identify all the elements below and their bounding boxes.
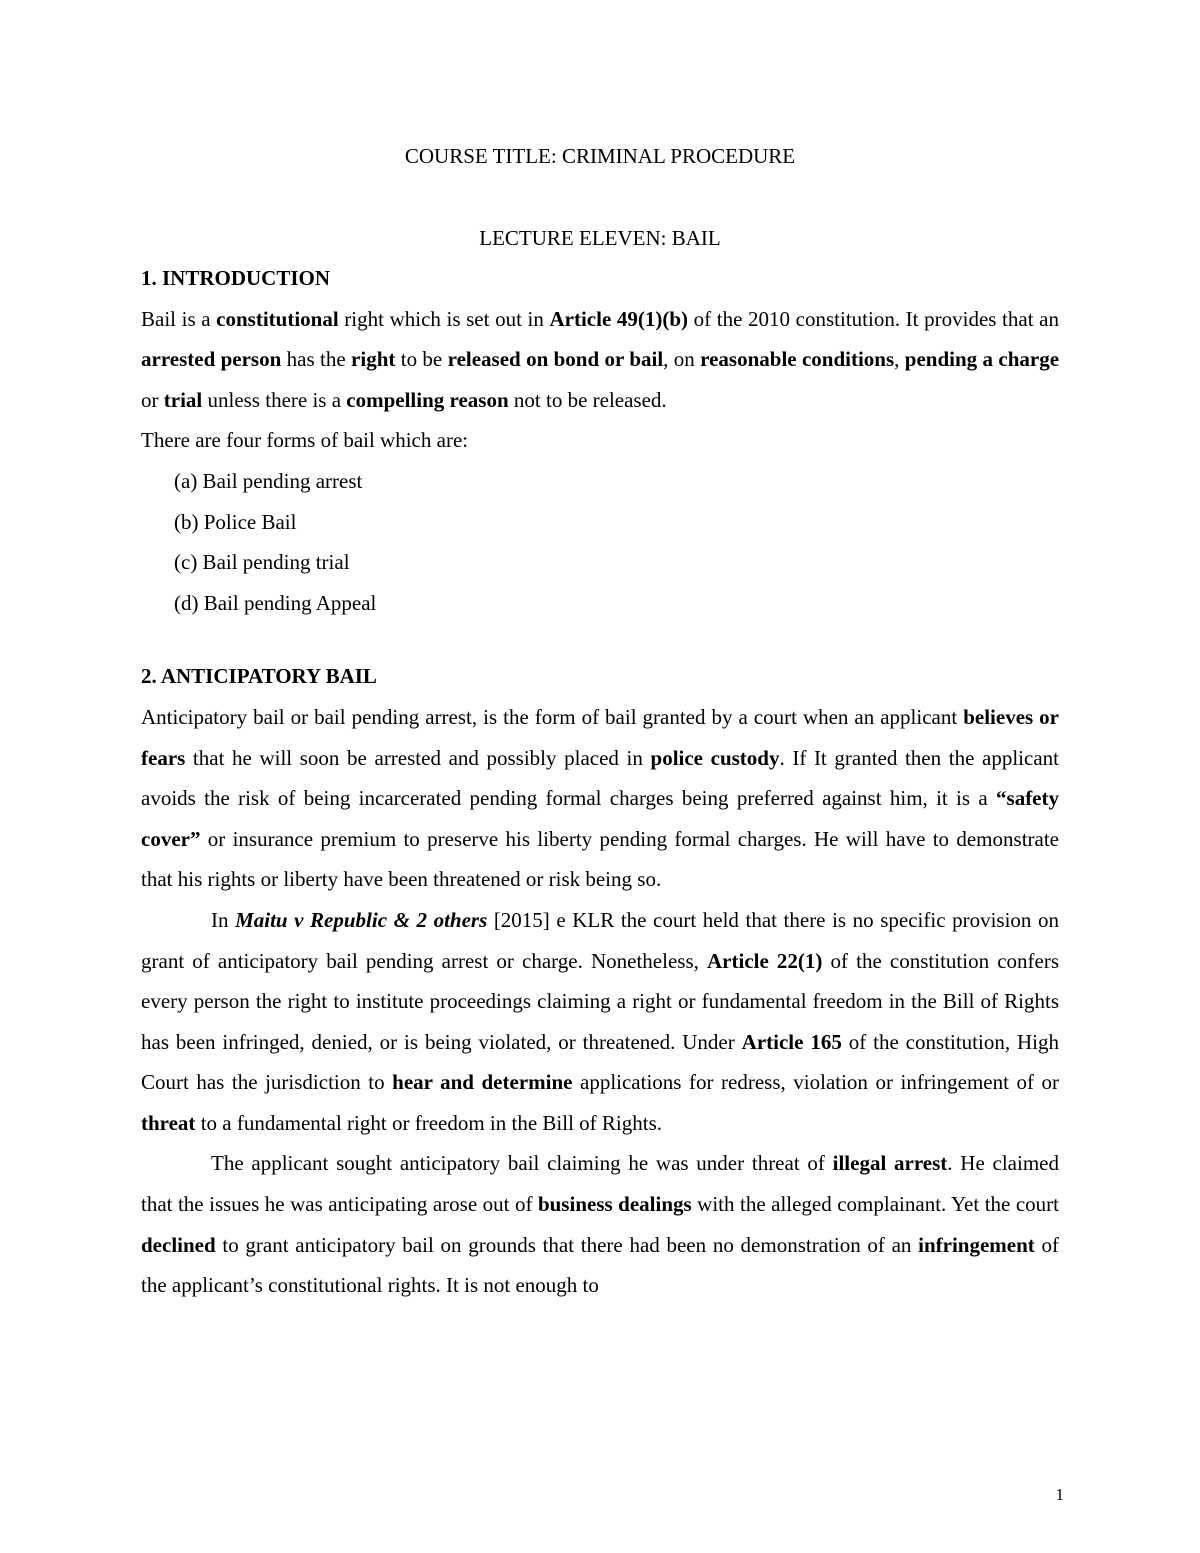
section-heading-introduction: 1. INTRODUCTION	[141, 266, 331, 290]
text-run: that he will soon be arrested and possibly placed in	[185, 745, 651, 770]
text-run: to a fundamental right or freedom in the Bill of Rights.	[195, 1110, 663, 1135]
bold-term: reasonable conditions	[700, 347, 895, 372]
bold-term: Article 22(1)	[707, 948, 823, 973]
bold-term: Article 165	[741, 1029, 842, 1054]
text-run: applications for redress, violation or infringement of or	[572, 1070, 1059, 1095]
bold-term: “safety cover”	[141, 786, 1059, 851]
text-run: to grant anticipatory bail on grounds that there had been no demonstration of an	[215, 1232, 919, 1257]
text-run: right which is set out in	[338, 306, 550, 331]
list-item: (a) Bail pending arrest	[174, 468, 363, 493]
text-run: Anticipatory bail or bail pending arrest, is the form of bail granted by a court when an applicant	[141, 704, 964, 729]
bold-term: business dealings	[537, 1192, 692, 1217]
text-run: has the	[281, 347, 352, 372]
paragraph-bail-definition	[141, 299, 1059, 421]
text-run: of the 2010 constitution. It provides that an	[688, 306, 1059, 331]
document-body	[141, 258, 1059, 1306]
bold-term: right	[351, 347, 396, 372]
text-run: of the applicant’s constitutional rights. It is not enough to	[141, 1232, 1059, 1298]
paragraph-maitu-case	[141, 900, 1059, 1144]
text-run: The applicant sought anticipatory bail claiming he was under threat of	[211, 1151, 833, 1176]
text-run: or insurance premium to preserve his liberty pending formal charges. He will have to demonstrate that his rights or liberty have been threatened or risk being so.	[141, 826, 1059, 892]
bold-term: constitutional	[216, 306, 339, 331]
course-title: COURSE TITLE: CRIMINAL PROCEDURE	[404, 144, 796, 168]
bail-forms-list	[141, 461, 1059, 623]
text-run: ,	[894, 347, 905, 372]
text-run: or	[141, 387, 164, 412]
text-run: , on	[663, 347, 701, 372]
paragraph-anticipatory-definition	[141, 697, 1059, 900]
list-item: (d) Bail pending Appeal	[174, 590, 377, 615]
text-run: . If It granted then the applicant avoids the risk of being incarcerated pending formal charges being preferred against him, it is a	[141, 745, 1059, 811]
forms-intro: There are four forms of bail which are:	[141, 428, 469, 453]
bold-term: pending a charge	[904, 347, 1060, 372]
paragraph-applicant-claim	[141, 1143, 1059, 1305]
bold-term: threat	[141, 1110, 196, 1135]
bold-term: Article 49(1)(b)	[549, 306, 689, 331]
text-run: . He claimed that the issues he was anticipating arose out of	[141, 1151, 1059, 1217]
bold-term: believes or fears	[141, 704, 1059, 770]
list-item: (c) Bail pending trial	[174, 550, 350, 575]
text-run: of the constitution confers every person the right to institute proceedings claiming a right or fundamental freedom in the Bill of Rights has been infringed, denied, or is being violated, or threatened. Under	[141, 948, 1059, 1054]
case-name: Maitu v Republic & 2 others	[235, 907, 488, 932]
bold-term: compelling reason	[346, 387, 509, 412]
text-run: to be	[395, 347, 448, 372]
section-spacer	[141, 623, 1059, 656]
bold-term: released on bond or bail	[447, 347, 664, 372]
bold-term: declined	[141, 1232, 216, 1257]
bold-term: arrested person	[141, 347, 282, 372]
text-run: not to be released.	[508, 387, 667, 412]
text-run: In	[211, 907, 236, 932]
text-run: unless there is a	[202, 387, 347, 412]
page-number: 1	[1055, 1485, 1064, 1504]
text-run: [2015] e KLR the court held that there is no specific provision on grant of anticipatory bail pending arrest or charge. Nonetheless,	[141, 907, 1059, 973]
bold-term: illegal arrest	[832, 1151, 948, 1176]
list-item: (b) Police Bail	[174, 509, 297, 534]
bold-term: trial	[163, 387, 203, 412]
bold-term: infringement	[918, 1232, 1035, 1257]
text-run: of the constitution, High Court has the jurisdiction to	[141, 1029, 1059, 1095]
text-run: with the alleged complainant. Yet the court	[691, 1192, 1059, 1217]
lecture-title: LECTURE ELEVEN: BAIL	[479, 226, 721, 250]
text-run: Bail is a	[141, 306, 217, 331]
bold-term: hear and determine	[392, 1070, 573, 1095]
section-heading-anticipatory-bail: 2. ANTICIPATORY BAIL	[141, 664, 377, 689]
bold-term: police custody	[650, 745, 780, 770]
